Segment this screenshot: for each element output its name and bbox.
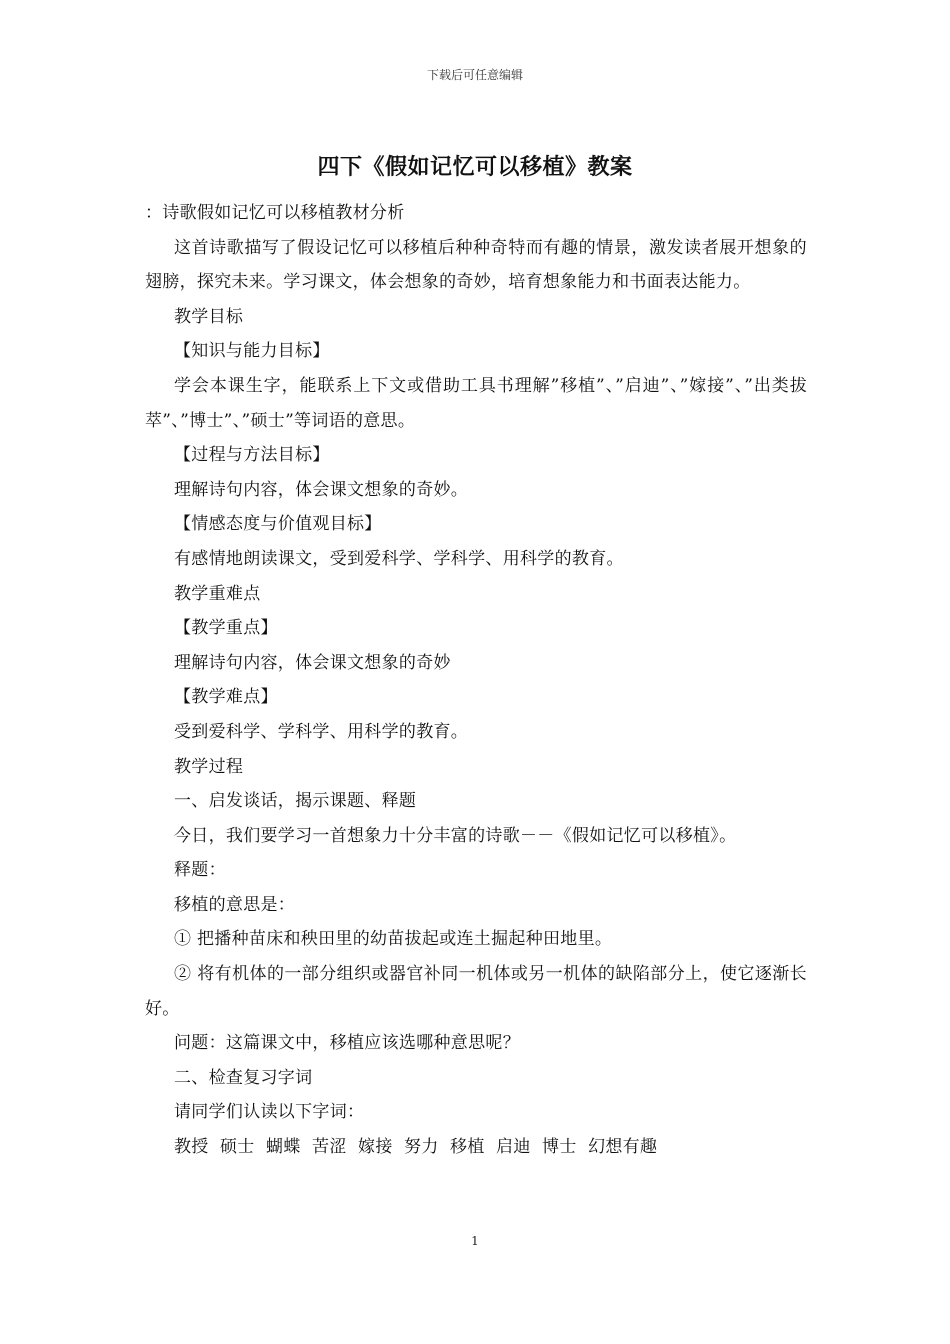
page-header: 下载后可任意编辑 (426, 68, 523, 82)
heading-teaching-goals: 教学目标 (174, 306, 244, 327)
heading-step-two: 二、检查复习字词 (174, 1067, 313, 1088)
heading-key-point: 【教学重点】 (174, 618, 278, 639)
heading-teaching-process: 教学过程 (174, 756, 244, 777)
heading-knowledge-goal: 【知识与能力目标】 (174, 341, 330, 362)
heading-key-difficulties: 教学重难点 (174, 583, 261, 604)
paragraph-question: 问题：这篇课文中，移植应该选哪种意思呢？ (174, 1033, 520, 1054)
paragraph-analysis: 这首诗歌描写了假设记忆可以移植后种种奇特而有趣的情景，激发读者展开想象的翅膀，探究未来。学习课文，体会想象的奇妙，培育想象能力和书面表达能力。 (145, 237, 807, 293)
paragraph-difficulty: 受到爱科学、学科学、用科学的教育。 (174, 721, 469, 742)
heading-step-one: 一、启发谈话，揭示课题、释题 (174, 791, 417, 812)
paragraph-process-goal: 理解诗句内容，体会课文想象的奇妙。 (174, 479, 469, 500)
paragraph-key-point: 理解诗句内容，体会课文想象的奇妙 (174, 652, 451, 673)
heading-process-goal: 【过程与方法目标】 (174, 445, 330, 466)
paragraph-knowledge-goal: 学会本课生字，能联系上下文或借助工具书理解”移植”、”启迪”、”嫁接”、”出类拔萃”、”博士”、”硕士”等词语的意思。 (145, 375, 807, 431)
paragraph-meaning-two: ② 将有机体的一部分组织或器官补同一机体或另一机体的缺陷部分上，使它逐渐长好。 (145, 964, 807, 1019)
paragraph-word-list: 教授 硕士 蝴蝶 苦涩 嫁接 努力 移植 启迪 博士 幻想有趣 (174, 1137, 658, 1158)
heading-emotion-goal: 【情感态度与价值观目标】 (174, 514, 382, 535)
page-number: 1 (471, 1234, 479, 1248)
paragraph-intro: 今日，我们要学习一首想象力十分丰富的诗歌－－《假如记忆可以移植》。 (174, 825, 737, 846)
paragraph-meaning-one: ① 把播种苗床和秧田里的幼苗拔起或连土掘起种田地里。 (174, 929, 613, 950)
heading-difficulty: 【教学难点】 (174, 687, 278, 708)
paragraph-section-heading: ：诗歌假如记忆可以移植教材分析 (145, 203, 405, 223)
document-body (145, 196, 807, 1165)
document-title: 四下《假如记忆可以移植》教案 (317, 154, 633, 180)
paragraph-meaning-label: 移植的意思是： (174, 894, 296, 915)
paragraph-emotion-goal: 有感情地朗读课文，受到爱科学、学科学、用科学的教育。 (174, 548, 624, 569)
paragraph-read-words: 请同学们认读以下字词： (174, 1102, 365, 1123)
paragraph-explain-title: 释题： (174, 860, 226, 881)
